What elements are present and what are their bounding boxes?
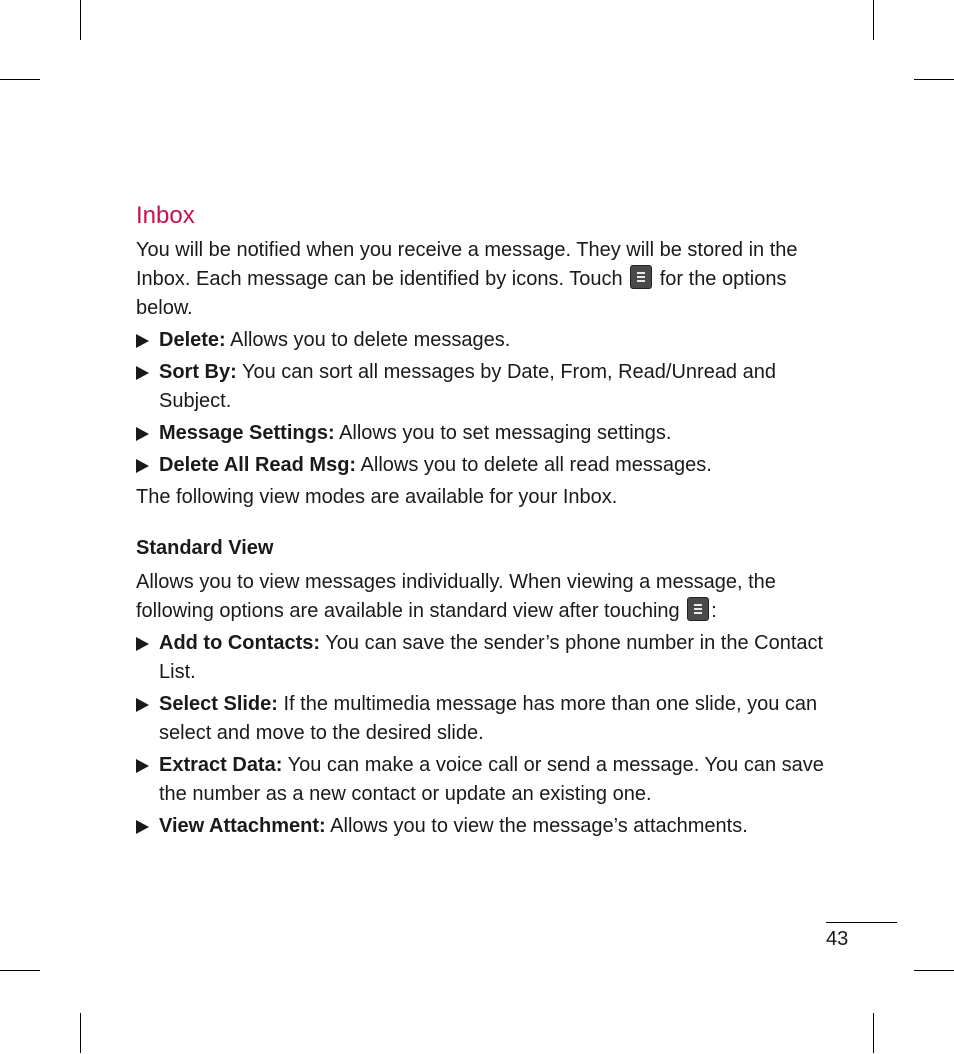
triangle-bullet-icon: [136, 637, 149, 651]
option-term: View Attachment:: [159, 815, 326, 837]
option-desc: Allows you to view the message’s attachments.: [330, 815, 748, 837]
page-number: 43: [826, 928, 849, 950]
option-desc: Allows you to delete messages.: [230, 329, 511, 351]
crop-mark-top-right: [873, 0, 874, 40]
triangle-bullet-icon: [136, 698, 149, 712]
standard-view-options-list: [136, 629, 826, 841]
list-item: [136, 812, 826, 841]
page-content: [136, 200, 826, 844]
triangle-bullet-icon: [136, 427, 149, 441]
standard-view-intro-text-2: :: [711, 600, 717, 622]
crop-mark-right-bottom: [914, 970, 954, 971]
option-desc: You can make a voice call or send a message. You can save the number as a new contact or update an existing one.: [159, 754, 824, 805]
inbox-heading: Inbox: [136, 202, 195, 229]
option-term: Add to Contacts:: [159, 632, 321, 654]
option-desc: Allows you to delete all read messages.: [360, 454, 712, 476]
crop-mark-left-bottom: [0, 970, 40, 971]
list-item: [136, 629, 826, 687]
list-item: [136, 690, 826, 748]
standard-view-intro-text-1: Allows you to view messages individually. When viewing a message, the following options are available in standard view after touching: [136, 571, 776, 622]
crop-mark-left-top: [0, 79, 40, 80]
option-desc: Allows you to set messaging settings.: [339, 422, 672, 444]
option-desc: You can save the sender’s phone number in the Contact List.: [159, 632, 824, 683]
inbox-intro: [136, 236, 826, 323]
menu-key-icon: [687, 597, 709, 621]
option-term: Delete All Read Msg:: [159, 454, 357, 476]
list-item: [136, 751, 826, 809]
inbox-intro-text-2: for the options below.: [136, 268, 787, 319]
inbox-options-list: [136, 326, 826, 480]
list-item: [136, 358, 826, 416]
menu-key-icon: [630, 265, 652, 289]
option-term: Message Settings:: [159, 422, 335, 444]
inbox-intro-text-1: You will be notified when you receive a message. They will be stored in the Inbox. Each message can be identified by icons. Touch: [136, 239, 798, 290]
triangle-bullet-icon: [136, 820, 149, 834]
crop-mark-bottom-left: [80, 1013, 81, 1053]
standard-view-heading: Standard View: [136, 537, 274, 559]
option-term: Delete:: [159, 329, 226, 351]
list-item: [136, 326, 826, 355]
standard-view-intro: [136, 568, 826, 626]
triangle-bullet-icon: [136, 759, 149, 773]
option-desc: You can sort all messages by Date, From, Read/Unread and Subject.: [159, 361, 776, 412]
option-term: Select Slide:: [159, 693, 278, 715]
page-number-rule: [826, 922, 897, 923]
view-modes-text: The following view modes are available for your Inbox.: [136, 486, 618, 508]
option-term: Extract Data:: [159, 754, 283, 776]
crop-mark-top-left: [80, 0, 81, 40]
triangle-bullet-icon: [136, 366, 149, 380]
crop-mark-right-top: [914, 79, 954, 80]
option-term: Sort By:: [159, 361, 237, 383]
option-desc: If the multimedia message has more than one slide, you can select and move to the desired slide.: [159, 693, 818, 744]
crop-mark-bottom-right: [873, 1013, 874, 1053]
triangle-bullet-icon: [136, 334, 149, 348]
triangle-bullet-icon: [136, 459, 149, 473]
list-item: [136, 451, 826, 480]
list-item: [136, 419, 826, 448]
